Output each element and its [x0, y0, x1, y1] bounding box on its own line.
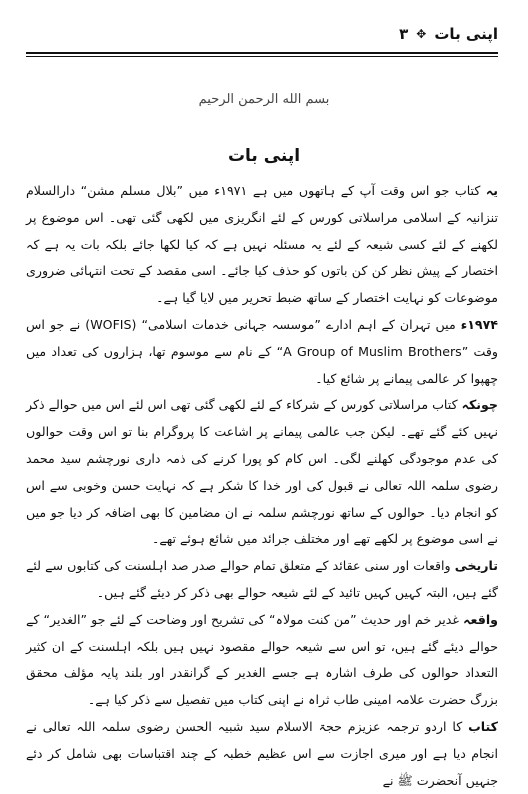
header-rule — [26, 52, 498, 57]
paragraph-lead: ۱۹۷۴ء — [460, 316, 498, 332]
ornament-icon: ✥ — [416, 27, 427, 41]
body-text — [26, 178, 498, 794]
running-title: اپنی بات — [434, 25, 498, 43]
paragraph-text: غدیر خم اور حدیث ”من کنت مولاہ“ کی تشریح اور وضاحت کے لئے جو ”الغدیر“ کے حوالے دیئے گئے ہیں، تو اس سے شیعہ حوالے مقصود نہیں ہیں بلکہ اہلسنت کے ان کثیر التعداد حوالوں کی طرف اشارہ ہے جسے الغدیر کے گرانقدر اور بلند پایہ مؤلف محقق بزرگ حضرت علامہ امینی طاب ثراہ نے اپنی کتاب میں تفصیل سے ذکر کیا ہے۔ — [26, 611, 498, 708]
paragraph-lead: واقعہ — [463, 611, 498, 627]
paragraph — [26, 714, 498, 794]
paragraph — [26, 607, 498, 714]
basmala-calligraphy: بسم الله الرحمن الرحيم — [198, 92, 330, 107]
paragraph-text: واقعات اور سنی عقائد کے متعلق تمام حوالے صدر صد اہلسنت کی کتابوں سے لئے گئے ہیں، البتہ کہیں کہیں تائید کے لئے شیعہ حوالے بھی ذکر کر دیئے گئے ہیں۔ — [26, 558, 498, 600]
paragraph-lead: کتاب — [468, 718, 498, 734]
paragraph-text: کتاب جو اس وقت آپ کے ہاتھوں میں ہے ۱۹۷۱ء میں ”بلال مسلم مشن“ دارالسلام تنزانیہ کے اسلامی مراسلاتی کورس کے لئے انگریزی میں لکھی گئی تھی۔ اس موضوع پر لکھنے کے لئے کسی شیعہ کے لئے یہ مسئلہ نہیں ہے کہ کیا لکھا جائے بلکہ بات یہ ہے کہ اختصار کے پیش نظر کن کن باتوں کو حذف کیا جائے۔ اسی مقصد کے تحت انتہائی ضروری موضوعات کو نہایت اختصار کے ساتھ ضبط تحریر میں لایا گیا ہے۔ — [26, 183, 498, 306]
paragraph-text: میں تہران کے اہم ادارے ”موسسہ جہانی خدمات اسلامی“ (WOFIS) نے جو اس وقت ”A Group of Muslim Brothers“ کے نام سے موسوم تھا، ہزاروں کی تعداد میں چھپوا کر عالمی پیمانے پر شائع کیا۔ — [26, 316, 499, 386]
paragraph — [26, 553, 498, 607]
paragraph-lead: تاریخی — [454, 558, 498, 574]
page-number: ۳ — [399, 25, 409, 43]
paragraph-text: کتاب مراسلاتی کورس کے شرکاء کے لئے لکھی گئی تھی اس لئے اس میں حوالے ذکر نہیں کئے گئے تھے۔ لیکن جب عالمی پیمانے پر اشاعت کا پروگرام بنا تو اس وقت حوالوں کی عدم موجودگی کھلنے لگی۔ اس کام کو پورا کرنے کی ذمہ داری نورچشم سید محمد رضوی سلمہ اللہ تعالی نے قبول کی اور خدا کا شکر ہے کہ نہایت حسن وخوبی سے اس کو انجام دیا۔ حوالوں کے ساتھ نورچشم سلمہ نے ان مضامین کا بھی اضافہ کر دیا جو میں نے اسی موضوع پر لکھے تھے اور مختلف جرائد میں شائع ہوئے تھے۔ — [26, 397, 498, 547]
paragraph — [26, 178, 498, 312]
section-title: اپنی بات — [227, 146, 301, 166]
paragraph — [26, 392, 498, 553]
paragraph-lead: چونکہ — [461, 397, 498, 413]
paragraph-lead: یہ — [485, 183, 498, 198]
paragraph-text: کا اردو ترجمہ عزیزم حجۃ الاسلام سید شبیہ الحسن رضوی سلمہ اللہ تعالی نے انجام دیا ہے اور میری اجازت سے اس عظیم خطبہ کے چند اقتباسات بھی شامل کر دئے جنہیں آنحضرت ﷺ نے — [26, 718, 498, 788]
paragraph — [26, 312, 498, 392]
page-header — [26, 20, 498, 48]
